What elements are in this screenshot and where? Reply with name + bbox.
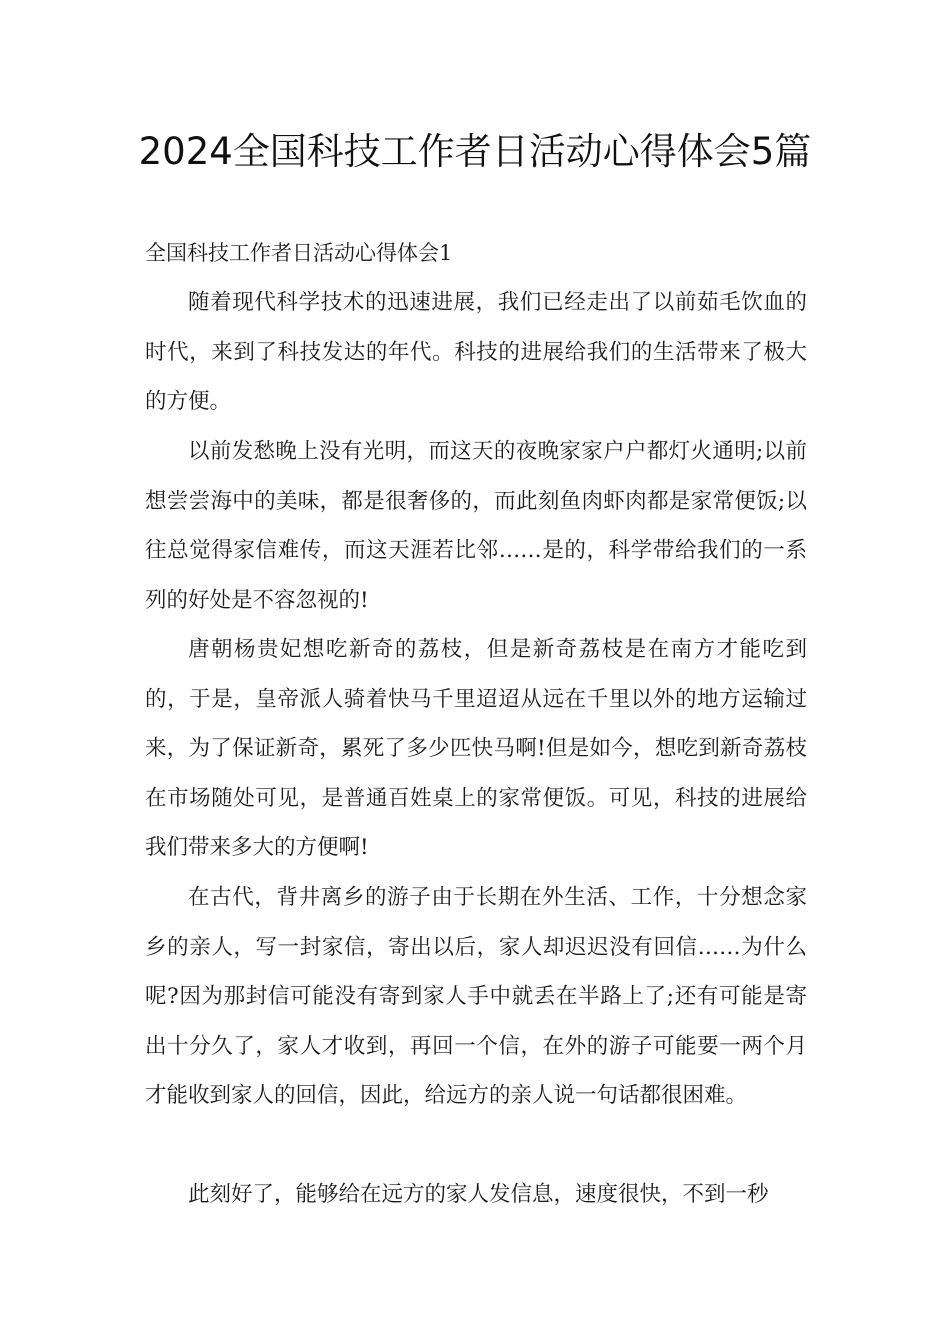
body-paragraph-5: 此刻好了，能够给在远方的家人发信息，速度很快，不到一秒 (188, 1182, 769, 1207)
section-heading: 全国科技工作者日活动心得体会1 (145, 241, 453, 265)
document-title: 2024全国科技工作者日活动心得体会5篇 (138, 130, 812, 173)
body-paragraph-1: 随着现代科学技术的迅速进展，我们已经走出了以前茹毛饮血的时代，来到了科技发达的年代。科技的进展给我们的生活带来了极大的方便。 (145, 290, 807, 415)
body-paragraph-2: 以前发愁晚上没有光明，而这天的夜晚家家户户都灯火通明;以前想尝尝海中的美味，都是很奢侈的，而此刻鱼肉虾肉都是家常便饭;以往总觉得家信难传，而这天涯若比邻……是的，科学带给我们的一系列的好处是不容忽视的! (145, 439, 807, 613)
body-paragraph-3: 唐朝杨贵妃想吃新奇的荔枝，但是新奇荔枝是在南方才能吃到的，于是，皇帝派人骑着快马千里迢迢从远在千里以外的地方运输过来，为了保证新奇，累死了多少匹快马啊!但是如今，想吃到新奇荔枝在市场随处可见，是普通百姓桌上的家常便饭。可见，科技的进展给我们带来多大的方便啊! (145, 637, 807, 861)
body-paragraph-4: 在古代，背井离乡的游子由于长期在外生活、工作，十分想念家乡的亲人，写一封家信，寄出以后，家人却迟迟没有回信……为什么呢?因为那封信可能没有寄到家人手中就丢在半路上了;还有可能是寄出十分久了，家人才收到，再回一个信，在外的游子可能要一两个月才能收到家人的回信，因此，给远方的亲人说一句话都很困难。 (145, 885, 807, 1109)
